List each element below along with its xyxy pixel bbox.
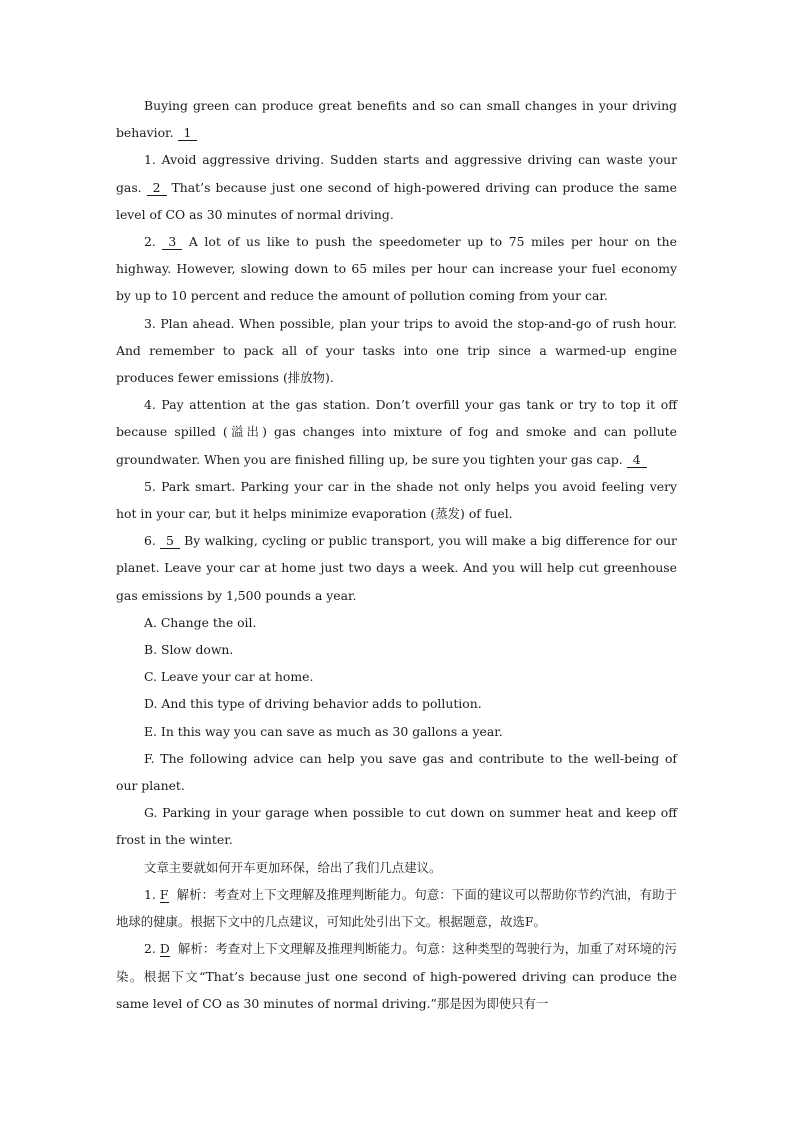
blank-2: 2 (147, 181, 167, 196)
analysis-item-2: 2. D 解析：考查对上下文理解及推理判断能力。句意：这种类型的驾驶行为，加重了对环境的污染。根据下文“That’s because just one second of high-powered driving can produce the same level of CO as 30 minutes of normal driving.”那是因为即使只有一 (116, 941, 677, 1011)
tip-3: 3. Plan ahead. When possible, plan your trips to avoid the stop-and-go of rush hour. And remember to pack all of your tasks into one trip since a warmed-up engine produces fewer emissions (排放物). (116, 315, 677, 386)
blank-3: 3 (162, 235, 182, 250)
option-d: D. And this type of driving behavior adds to pollution. (144, 696, 482, 712)
passage-intro: Buying green can produce great benefits and so can small changes in your driving behavior. 1 (116, 98, 677, 141)
answer-2: D (159, 941, 170, 957)
tip-5: 5. Park smart. Parking your car in the shade not only helps you avoid feeling very hot in your car, but it helps minimize evaporation (蒸发) of fuel. (116, 478, 677, 522)
tip-6: 6. 5 By walking, cycling or public transport, you will make a big difference for our planet. Leave your car at home just two days a week. And you will help cut greenhouse gas emissions by 1,500 pounds a year. (116, 533, 677, 603)
blank-4: 4 (627, 453, 647, 468)
tip-1: 1. Avoid aggressive driving. Sudden starts and aggressive driving can waste your gas. 2 That’s because just one second of high-powered driving can produce the same level of CO as 30 minutes of normal driving. (116, 152, 677, 222)
option-a: A. Change the oil. (144, 614, 257, 630)
document-page (116, 92, 677, 1017)
blank-1: 1 (178, 126, 198, 141)
answer-1: F (159, 886, 169, 902)
option-f: F. The following advice can help you save gas and contribute to the well-being of our planet. (116, 750, 677, 794)
analysis-summary: 文章主要就如何开车更加环保，给出了我们几点建议。 (144, 859, 442, 875)
analysis-item-1: 1. F 解析：考查对上下文理解及推理判断能力。句意：下面的建议可以帮助你节约汽油，有助于地球的健康。根据下文中的几点建议，可知此处引出下文。根据题意，故选F。 (116, 886, 677, 930)
tip-2: 2. 3 A lot of us like to push the speedometer up to 75 miles per hour on the highway. However, slowing down to 65 miles per hour can increase your fuel economy by up to 10 percent and reduce the amount of pollution coming from your car. (116, 234, 677, 304)
option-e: E. In this way you can save as much as 30 gallons a year. (144, 723, 503, 739)
option-g: G. Parking in your garage when possible to cut down on summer heat and keep off frost in the winter. (116, 805, 677, 848)
option-b: B. Slow down. (144, 642, 234, 658)
option-c: C. Leave your car at home. (144, 669, 314, 685)
tip-4: 4. Pay attention at the gas station. Don’t overfill your gas tank or try to top it off because spilled (溢出) gas changes into mixture of fog and smoke and can pollute groundwater. When you are finished filling up, be sure you tighten your gas cap. 4 (116, 397, 677, 467)
blank-5: 5 (160, 534, 180, 549)
